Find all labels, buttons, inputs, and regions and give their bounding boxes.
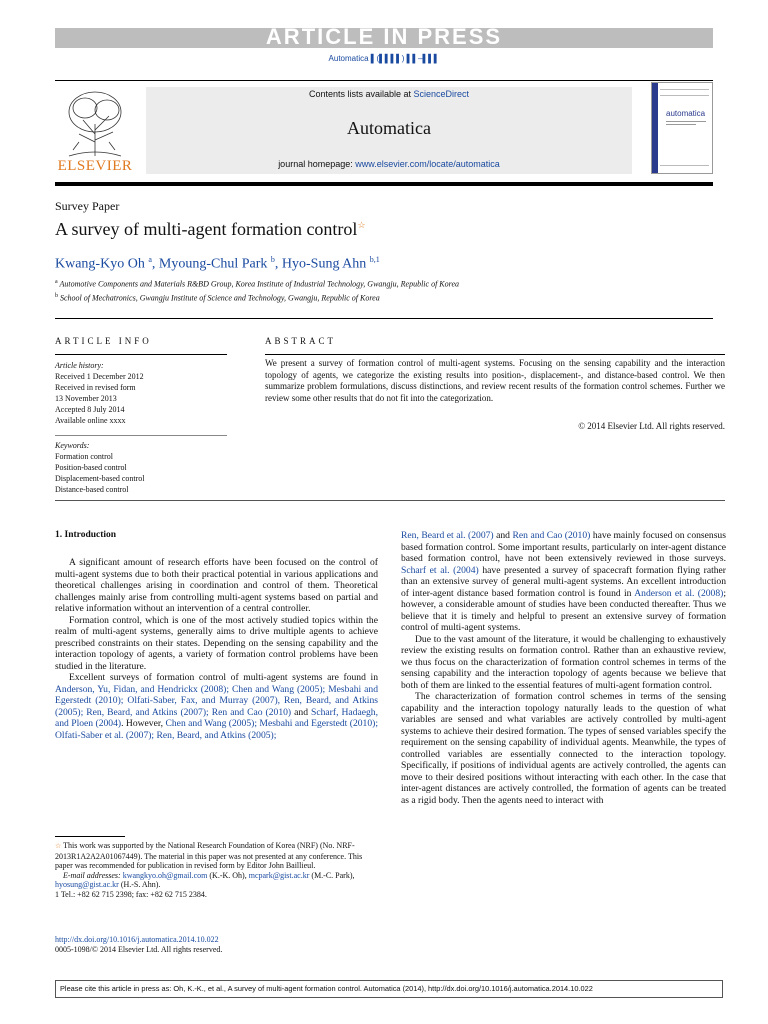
- citation-link[interactable]: Anderson, Yu, Fidan, and Hendrickx (2008); Chen and Wang (2005); Mesbahi and Egerstedt (2010); Olfati-Saber, Fax, and Murray (2007), Ren, Beard, and Atkins (2005); Ren, Beard, and Atkins (2007); Ren and Cao (2010): [55, 683, 378, 718]
- citation-link[interactable]: Scharf, Hadaegh, and Ploen (2004): [55, 706, 378, 729]
- keywords-block: Keywords: Formation control Position-based control Displacement-based control Distance-based control: [55, 441, 145, 494]
- email-link[interactable]: hyosung@gist.ac.kr: [55, 880, 119, 890]
- author-1[interactable]: Kwang-Kyo Oh: [55, 256, 145, 272]
- paragraph: Formation control, which is one of the most actively studied topics within the realm of multi-agent systems, generally aims to drive multiple agents to achieve prescribed constraints on their states. Depending on the sensing capability and the interaction topology of agents, a variety of formation control problems have been studied in the literature.: [55, 614, 378, 672]
- affiliation-b: $^b$ School of Mechatronics, Gwangju Institute of Science and Technology, Gwangju, Republic of Korea: [55, 293, 380, 303]
- paragraph: Due to the vast amount of the literature, it would be challenging to exhaustively review the existing results on formation control. Rather than an exhaustive review, we thus focus on the characterization of formation control schemes in terms of the sensing capability and the interaction topology of agents because we believe that both of them are linked to the essential features of multi-agent formation control.: [401, 633, 726, 691]
- citation-link[interactable]: Ren and Cao (2010): [512, 530, 591, 541]
- article-history: Article history: Received 1 December 2012 Received in revised form 13 November 2013 Accepted 8 July 2014 Available online xxxx: [55, 361, 144, 425]
- footnote-rule: [55, 836, 125, 837]
- abstract-text: We present a survey of formation control of multi-agent systems. Focusing on the sensing capability and the interaction topology of agents, we categorize the existing results into position-, displacement-, and distance-based control. We then summarize problem formulations, discuss distinctions, and review recent results of the formation control schemes. Further we review some other results that do not fit into the categorization.: [265, 358, 725, 403]
- paragraph: The characterization of formation control schemes in terms of the sensing capability and the interaction topology naturally leads to the question of what variables are sensed and what variables are actively controlled by multi-agent systems to achieve their desired formation. The types of sensed variables specify the requirement on the sensing capability of individual agents. Meanwhile, the types of controlled variables are essentially connected to the interaction topology. Specifically, if positions of individual agents are actively controlled, the agents can move to their desired positions without interacting with each other. In the case that inter-agent distances are actively controlled, the formation of agents can be treated as a rigid body. Then the agents need to interact with: [401, 691, 726, 806]
- abstract-copyright: © 2014 Elsevier Ltd. All rights reserved.: [578, 421, 725, 431]
- title-note-mark[interactable]: ☆: [357, 220, 366, 230]
- keywords-rule: [55, 435, 227, 436]
- author-list: Kwang-Kyo Oh $^a$, Myoung-Chul Park $^b$, Hyo-Sung Ahn $^{b,1}$: [55, 255, 380, 272]
- abstract-heading: ABSTRACT: [265, 336, 337, 346]
- article-info-heading: ARTICLE INFO: [55, 336, 152, 346]
- right-column: [401, 530, 726, 806]
- author-2[interactable]: Myoung-Chul Park: [158, 256, 268, 272]
- journal-reference[interactable]: Automatica ▌(▌▌▌▌) ▌▌–▌▌▌: [328, 54, 440, 63]
- abstract-bottom-rule: [55, 500, 725, 501]
- journal-title: Automatica: [347, 118, 431, 138]
- footnotes: [55, 841, 380, 900]
- header-rule-bottom: [55, 182, 713, 186]
- section-heading-introduction: 1. Introduction: [55, 530, 117, 540]
- sciencedirect-link[interactable]: ScienceDirect: [413, 89, 470, 99]
- email-link[interactable]: mcpark@gist.ac.kr: [248, 870, 310, 880]
- cite-notice: Please cite this article in press as: Oh, K.-K., et al., A survey of multi-agent formation control. Automatica (2014), http://dx.doi.org/10.1016/j.automatica.2014.10.022: [55, 980, 723, 998]
- contents-line: Contents lists available at ScienceDirect: [308, 89, 470, 99]
- affiliation-a: $^a$ Automotive Components and Materials R&BD Group, Korea Institute of Industrial Technology, Gwangju, Republic of Korea: [55, 279, 459, 289]
- paper-title: A survey of multi-agent formation control☆: [55, 219, 366, 239]
- paragraph: A significant amount of research efforts have been focused on the control of multi-agent systems due to both their practical potential in various applications and theoretical challenges arising in coordination and control of them. Theoretical challenges mainly arise from controlling multi-agent systems based on partial and relative information without an intervention of a central controller.: [55, 557, 378, 614]
- email-footnote: E-mail addresses: kwangkyo.oh@gmail.com (K.-K. Oh), mcpark@gist.ac.kr (M.-C. Park), hyosung@gist.ac.kr (H.-S. Ahn).: [55, 870, 355, 890]
- paragraph: Excellent surveys of formation control of multi-agent systems are found in Anderson, Yu, Fidan, and Hendrickx (2008); Chen and Wang (2005); Mesbahi and Egerstedt (2010); Olfati-Saber, Fax, and Murray (2007), Ren, Beard, and Atkins (2005); Ren, Beard, and Atkins (2007); Ren and Cao (2010) and Scharf, Hadaegh, and Ploen (2004). However, Chen and Wang (2005); Mesbahi and Egerstedt (2010); Olfati-Saber et al. (2007); Ren, Beard, and Atkins (2005);: [55, 672, 378, 741]
- elsevier-wordmark: ELSEVIER: [57, 158, 133, 174]
- funding-footnote: ☆ This work was supported by the National Research Foundation of Korea (NRF) (No. NRF-2013R1A2A2A01067449). The material in this paper was not presented at any conference. This paper was recommended for publication in revised form by Editor John Baillieul.: [55, 841, 363, 871]
- header-rule-top: [55, 80, 713, 81]
- email-link[interactable]: kwangkyo.oh@gmail.com: [122, 870, 208, 880]
- paragraph: Ren, Beard et al. (2007) and Ren and Cao (2010) have mainly focused on consensus based formation control. Some important results, particularly on inter-agent distance based formation control, have not been extensively reviewed in those surveys. Scharf et al. (2004) have presented a survey of spacecraft formation flying rather than an extensive survey of general multi-agent systems. An excellent introduction of inter-agent distance based formation control is found in Anderson et al. (2008); however, a considerable amount of studies have been conducted thereafter. Thus we believe that it is timely and helpful to present an extensive survey of formation control of multi-agent systems.: [401, 530, 727, 633]
- article-in-press-label: ARTICLE IN PRESS: [265, 24, 503, 49]
- journal-cover-thumbnail: automatica: [651, 82, 713, 174]
- citation-link[interactable]: Ren, Beard et al. (2007): [401, 530, 494, 541]
- citation-link[interactable]: Anderson et al. (2008): [634, 587, 724, 599]
- citation-link[interactable]: Scharf et al. (2004): [401, 564, 479, 576]
- citation-link[interactable]: Chen and Wang (2005); Mesbahi and Egerstedt (2010); Olfati-Saber et al. (2007); Ren, Beard, and Atkins (2005);: [55, 718, 378, 741]
- tel-footnote: 1 Tel.: +82 62 715 2398; fax: +82 62 715 2384.: [55, 889, 207, 899]
- doi-link[interactable]: http://dx.doi.org/10.1016/j.automatica.2014.10.022: [55, 935, 219, 944]
- homepage-link[interactable]: www.elsevier.com/locate/automatica: [355, 159, 500, 169]
- author-3[interactable]: Hyo-Sung Ahn: [281, 256, 367, 272]
- journal-homepage: journal homepage: www.elsevier.com/locate/automatica: [278, 159, 500, 169]
- paper-type: Survey Paper: [55, 199, 120, 213]
- doi-block: http://dx.doi.org/10.1016/j.automatica.2014.10.022 0005-1098/© 2014 Elsevier Ltd. All rights reserved.: [55, 935, 223, 954]
- info-rule: [55, 354, 227, 355]
- left-column: [55, 557, 378, 741]
- abstract-rule: [265, 354, 725, 355]
- title-separator: [55, 318, 713, 319]
